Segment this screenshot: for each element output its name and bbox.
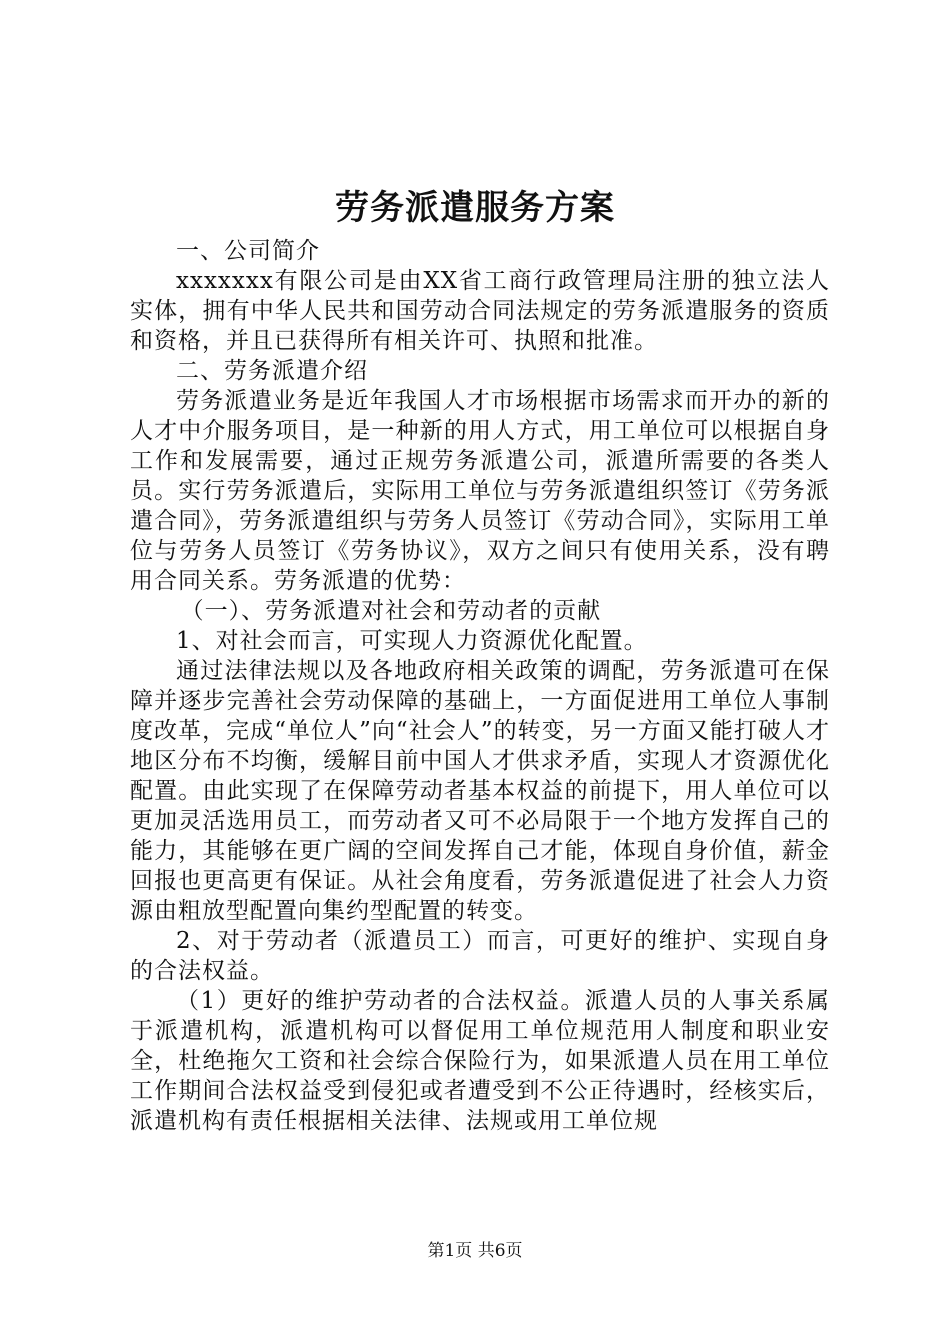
paragraph-dispatch-intro: 劳务派遣业务是近年我国人才市场根据市场需求而开办的新的人才中介服务项目，是一种新的用人方式，用工单位可以根据自身工作和发展需要，通过正规劳务派遣公司，派遣所需要的各类人员。实行劳务派遣后，实际用工单位与劳务派遣组织签订《劳务派遣合同》，劳务派遣组织与劳务人员签订《劳动合同》，实际用工单位与劳务人员签订《劳务协议》，双方之间只有使用关系，没有聘用合同关系。劳务派遣的优势：: [130, 388, 830, 594]
section-heading-dispatch-intro: 二、劳务派遣介绍: [176, 358, 368, 384]
paragraph-company-intro: xxxxxxx有限公司是由XX省工商行政管理局注册的独立法人实体，拥有中华人民共和国劳动合同法规定的劳务派遣服务的资质和资格，并且已获得所有相关许可、执照和批准。: [130, 268, 830, 354]
item-heading-society: 1、对社会而言，可实现人力资源优化配置。: [176, 628, 648, 654]
page-footer: 第1页 共6页: [427, 1241, 523, 1261]
item-heading-workers: 2、对于劳动者（派遣员工）而言，可更好的维护、实现自身的合法权益。: [130, 928, 830, 984]
paragraph-society: 通过法律法规以及各地政府相关政策的调配，劳务派遣可在保障并逐步完善社会劳动保障的基础上，一方面促进用工单位人事制度改革，完成“单位人”向“社会人”的转变，另一方面又能打破人才地区分布不均衡，缓解目前中国人才供求矛盾，实现人才资源优化配置。由此实现了在保障劳动者基本权益的前提下，用人单位可以更加灵活选用员工，而劳动者又可不必局限于一个地方发挥自己的能力，其能够在更广阔的空间发挥自己才能，体现自身价值，薪金回报也更高更有保证。从社会角度看，劳务派遣促进了社会人力资源由粗放型配置向集约型配置的转变。: [130, 658, 830, 924]
subsection-heading-contribution: （一）、劳务派遣对社会和劳动者的贡献: [180, 598, 602, 624]
section-heading-company-intro: 一、公司简介: [176, 238, 320, 264]
paragraph-workers-rights: （1）更好的维护劳动者的合法权益。派遣人员的人事关系属于派遣机构，派遣机构可以督促用工单位规范用人制度和职业安全，杜绝拖欠工资和社会综合保险行为，如果派遣人员在用工单位工作期间合法权益受到侵犯或者遭受到不公正待遇时，经核实后，派遣机构有责任根据相关法律、法规或用工单位规: [130, 988, 830, 1134]
document-body: [130, 236, 830, 1136]
document-title: 劳务派遣服务方案: [335, 188, 615, 228]
